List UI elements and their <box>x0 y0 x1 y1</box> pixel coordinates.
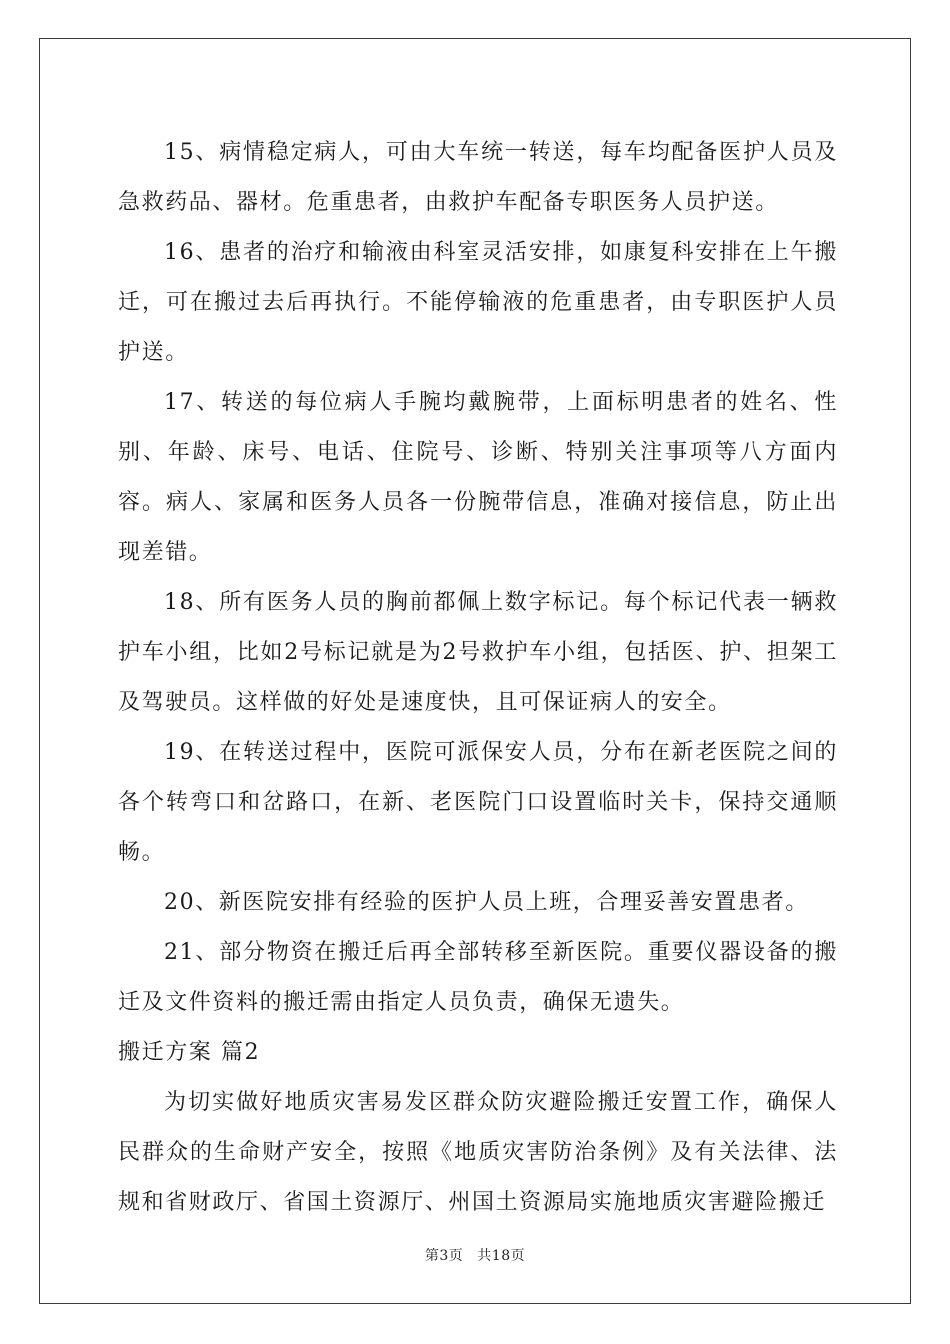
paragraph-18: 18、所有医务人员的胸前都佩上数字标记。每个标记代表一辆救护车小组，比如2号标记就是为2号救护车小组，包括医、护、担架工及驾驶员。这样做的好处是速度快，且可保证病人的安全。 <box>118 590 838 715</box>
paragraph-20: 20、新医院安排有经验的医护人员上班，合理妥善安置患者。 <box>164 890 809 915</box>
section-heading: 搬迁方案 篇2 <box>118 1040 261 1065</box>
paragraph-21: 21、部分物资在搬迁后再全部转移至新医院。重要仪器设备的搬迁及文件资料的搬迁需由指定人员负责，确保无遗失。 <box>118 940 838 1015</box>
page-footer <box>0 1245 950 1265</box>
document-body <box>118 128 838 1228</box>
page-number: 第3页 <box>424 1248 464 1264</box>
paragraph-15: 15、病情稳定病人，可由大车统一转送，每车均配备医护人员及急救药品、器材。危重患者，由救护车配备专职医务人员护送。 <box>118 140 838 215</box>
paragraph-17: 17、转送的每位病人手腕均戴腕带，上面标明患者的姓名、性别、年龄、床号、电话、住院号、诊断、特别关注事项等八方面内容。病人、家属和医务人员各一份腕带信息，准确对接信息，防止出现差错。 <box>118 390 838 565</box>
intro-paragraph: 为切实做好地质灾害易发区群众防灾避险搬迁安置工作，确保人民群众的生命财产安全，按照《地质灾害防治条例》及有关法律、法规和省财政厅、省国土资源厅、州国土资源局实施地质灾害避险搬迁 <box>118 1090 838 1215</box>
paragraph-19: 19、在转送过程中，医院可派保安人员，分布在新老医院之间的各个转弯口和岔路口，在新、老医院门口设置临时关卡，保持交通顺畅。 <box>118 740 838 865</box>
paragraph-16: 16、患者的治疗和输液由科室灵活安排，如康复科安排在上午搬迁，可在搬过去后再执行。不能停输液的危重患者，由专职医护人员护送。 <box>118 240 838 365</box>
page-total: 共18页 <box>477 1248 526 1264</box>
